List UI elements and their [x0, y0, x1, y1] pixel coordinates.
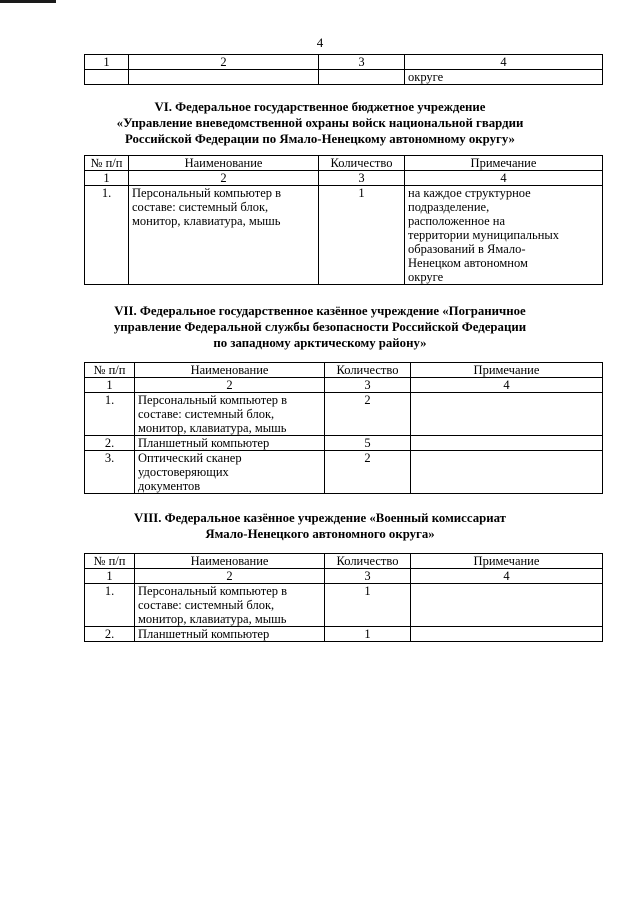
table-cell: 3	[319, 171, 405, 186]
section-vi-heading: VI. Федеральное государственное бюджетное учреждение «Управление вневедомственной охраны войск национальной гвардии Российской Федерации по Ямало-Ненецкому автономному округу»	[116, 100, 524, 146]
column-header: № п/п	[85, 554, 135, 569]
table-number-row	[85, 55, 603, 70]
item-name: Персональный компьютер в составе: системный блок, монитор, клавиатура, мышь	[135, 393, 325, 436]
item-note	[411, 436, 603, 451]
table-cell: 4	[405, 171, 603, 186]
section-vi-table	[84, 155, 603, 285]
column-header: Количество	[319, 156, 405, 171]
item-quantity: 1	[325, 584, 411, 627]
table-cell: 2	[135, 378, 325, 393]
item-quantity: 5	[325, 436, 411, 451]
table-cell: 2	[129, 171, 319, 186]
section-viii-heading: VIII. Федеральное казённое учреждение «Военный комиссариат Ямало-Ненецкого автономного округа»	[134, 511, 506, 541]
table-row	[85, 393, 603, 436]
item-quantity: 2	[325, 393, 411, 436]
column-header: Наименование	[135, 363, 325, 378]
table-cell: 3	[325, 378, 411, 393]
item-note	[411, 584, 603, 627]
column-header: Количество	[325, 554, 411, 569]
page-number: 4	[316, 35, 324, 50]
section-vii-heading: VII. Федеральное государственное казённое учреждение «Пограничное управление Федеральной службы безопасности Российской Федерации по западному арктическому району»	[113, 304, 527, 350]
column-header: Наименование	[135, 554, 325, 569]
row-number: 2.	[85, 627, 135, 642]
scan-artifact-bar	[0, 0, 56, 3]
table-number-row	[85, 378, 603, 393]
table-row	[85, 451, 603, 494]
table-cell	[85, 70, 129, 85]
table-row	[85, 436, 603, 451]
continuation-table	[84, 54, 603, 85]
column-header: Наименование	[129, 156, 319, 171]
table-cell: 3	[325, 569, 411, 584]
table-cell: 2	[135, 569, 325, 584]
table-row	[85, 627, 603, 642]
item-quantity: 2	[325, 451, 411, 494]
row-number: 1.	[85, 584, 135, 627]
item-quantity: 1	[319, 186, 405, 285]
item-note	[411, 451, 603, 494]
table-header-row	[85, 363, 603, 378]
column-header: № п/п	[85, 156, 129, 171]
table-header-row	[85, 156, 603, 171]
table-header-row	[85, 554, 603, 569]
table-cell: 4	[411, 378, 603, 393]
row-number: 1.	[85, 393, 135, 436]
item-note: на каждое структурное подразделение, расположенное на территории муниципальных образований в Ямало- Ненецком автономном округе	[405, 186, 603, 285]
table-cell: 1	[85, 171, 129, 186]
row-number: 3.	[85, 451, 135, 494]
column-header: Примечание	[411, 363, 603, 378]
table-number-row	[85, 569, 603, 584]
column-header: Примечание	[411, 554, 603, 569]
item-note	[411, 393, 603, 436]
table-cell: 4	[411, 569, 603, 584]
table-cell: 1	[85, 55, 129, 70]
table-number-row	[85, 171, 603, 186]
section-vii-table	[84, 362, 603, 494]
section-viii-table	[84, 553, 603, 642]
item-note	[411, 627, 603, 642]
table-cell: 1	[85, 378, 135, 393]
item-name: Персональный компьютер в составе: системный блок, монитор, клавиатура, мышь	[135, 584, 325, 627]
table-row	[85, 186, 603, 285]
table-row	[85, 584, 603, 627]
table-cell: 2	[129, 55, 319, 70]
column-header: № п/п	[85, 363, 135, 378]
item-name: Планшетный компьютер	[135, 627, 325, 642]
table-cell: округе	[405, 70, 603, 85]
row-number: 2.	[85, 436, 135, 451]
item-name: Планшетный компьютер	[135, 436, 325, 451]
row-number: 1.	[85, 186, 129, 285]
table-cell	[319, 70, 405, 85]
table-row	[85, 70, 603, 85]
item-quantity: 1	[325, 627, 411, 642]
table-cell: 3	[319, 55, 405, 70]
item-name: Персональный компьютер в составе: системный блок, монитор, клавиатура, мышь	[129, 186, 319, 285]
table-cell: 4	[405, 55, 603, 70]
table-cell	[129, 70, 319, 85]
column-header: Количество	[325, 363, 411, 378]
column-header: Примечание	[405, 156, 603, 171]
table-cell: 1	[85, 569, 135, 584]
item-name: Оптический сканер удостоверяющих документов	[135, 451, 325, 494]
